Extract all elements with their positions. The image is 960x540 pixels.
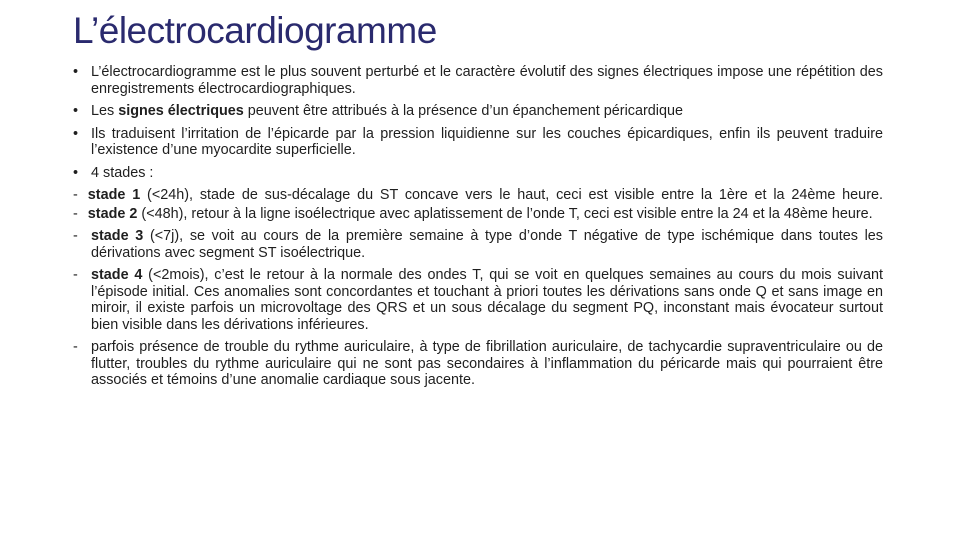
- stage-item: [73, 339, 883, 389]
- bullet-text: L’électrocardiogramme est le plus souvent perturbé et le caractère évolutif des signes électriques impose une répétition des enregistrements électrocardiographiques.: [91, 64, 883, 97]
- bullet-item: [73, 64, 883, 97]
- stage-text: (<2mois), c’est le retour à la normale des ondes T, qui se voit en quelques semaines au cours du mois suivant l’épisode initial. Ces anomalies sont concordantes et touchant à priori toutes les dérivations sans onde Q et sans image en miroir, il existe parfois un microvoltage des QRS et un sous décalage du segment PQ, inconstant mais évocateur surtout bien visible dans les dérivations inférieures.: [91, 267, 883, 333]
- stage-label: stade 1: [87, 187, 141, 203]
- dash-marker: -: [73, 267, 78, 283]
- dash-marker: -: [73, 205, 78, 222]
- bullet-text-pre: Les: [91, 103, 119, 119]
- stage-item: [73, 228, 883, 261]
- stage-item: [73, 206, 883, 223]
- bullet-marker: •: [73, 103, 79, 119]
- bullet-text: Ils traduisent l’irritation de l’épicarde par la pression liquidienne sur les couches épicardiques, enfin ils peuvent traduire l’existence d’une myocardite superficielle.: [91, 125, 883, 158]
- stage-label: stade 2: [87, 205, 138, 222]
- dash-marker: -: [73, 339, 78, 355]
- stage-item: [73, 187, 883, 204]
- dash-marker: -: [73, 187, 78, 203]
- stage-item: [73, 267, 883, 333]
- stage-text: (<24h), stade de sus-décalage du ST concave vers le haut, ceci est visible entre la 1ère et la 24ème heure.: [140, 187, 883, 203]
- stage-text: parfois présence de trouble du rythme auriculaire, à type de fibrillation auriculaire, de tachycardie supraventriculaire ou de flutter, troubles du rythme auriculaire qui ne sont pas secondaires à l’inflammation du péricarde mais qui pourraient être associés et témoins d’une anomalie cardiaque sous jacente.: [91, 339, 883, 388]
- bullet-item: [73, 165, 883, 182]
- bullet-marker: •: [73, 64, 79, 80]
- stage-label: stade 4: [91, 267, 143, 283]
- stage-text: (<7j), se voit au cours de la première semaine à type d’onde T négative de type ischémique dans toutes les dérivations avec segment ST isoélectrique.: [91, 228, 883, 261]
- bullet-marker: •: [73, 125, 79, 142]
- stage-label: stade 3: [91, 228, 144, 244]
- bullet-text: 4 stades :: [91, 164, 154, 181]
- bullet-marker: •: [73, 164, 79, 181]
- bullet-text-post: peuvent être attribués à la présence d’un épanchement péricardique: [243, 103, 683, 119]
- slide-body: [73, 64, 883, 395]
- slide-title: L’électrocardiogramme: [73, 10, 437, 51]
- stage-text: (<48h), retour à la ligne isoélectrique avec aplatissement de l’onde T, ceci est visible entre la 24 et la 48ème heure.: [137, 205, 873, 222]
- bullet-item: [73, 103, 883, 120]
- bullet-text-bold: signes électriques: [118, 103, 244, 119]
- bullet-item: [73, 126, 883, 159]
- dash-marker: -: [73, 228, 78, 244]
